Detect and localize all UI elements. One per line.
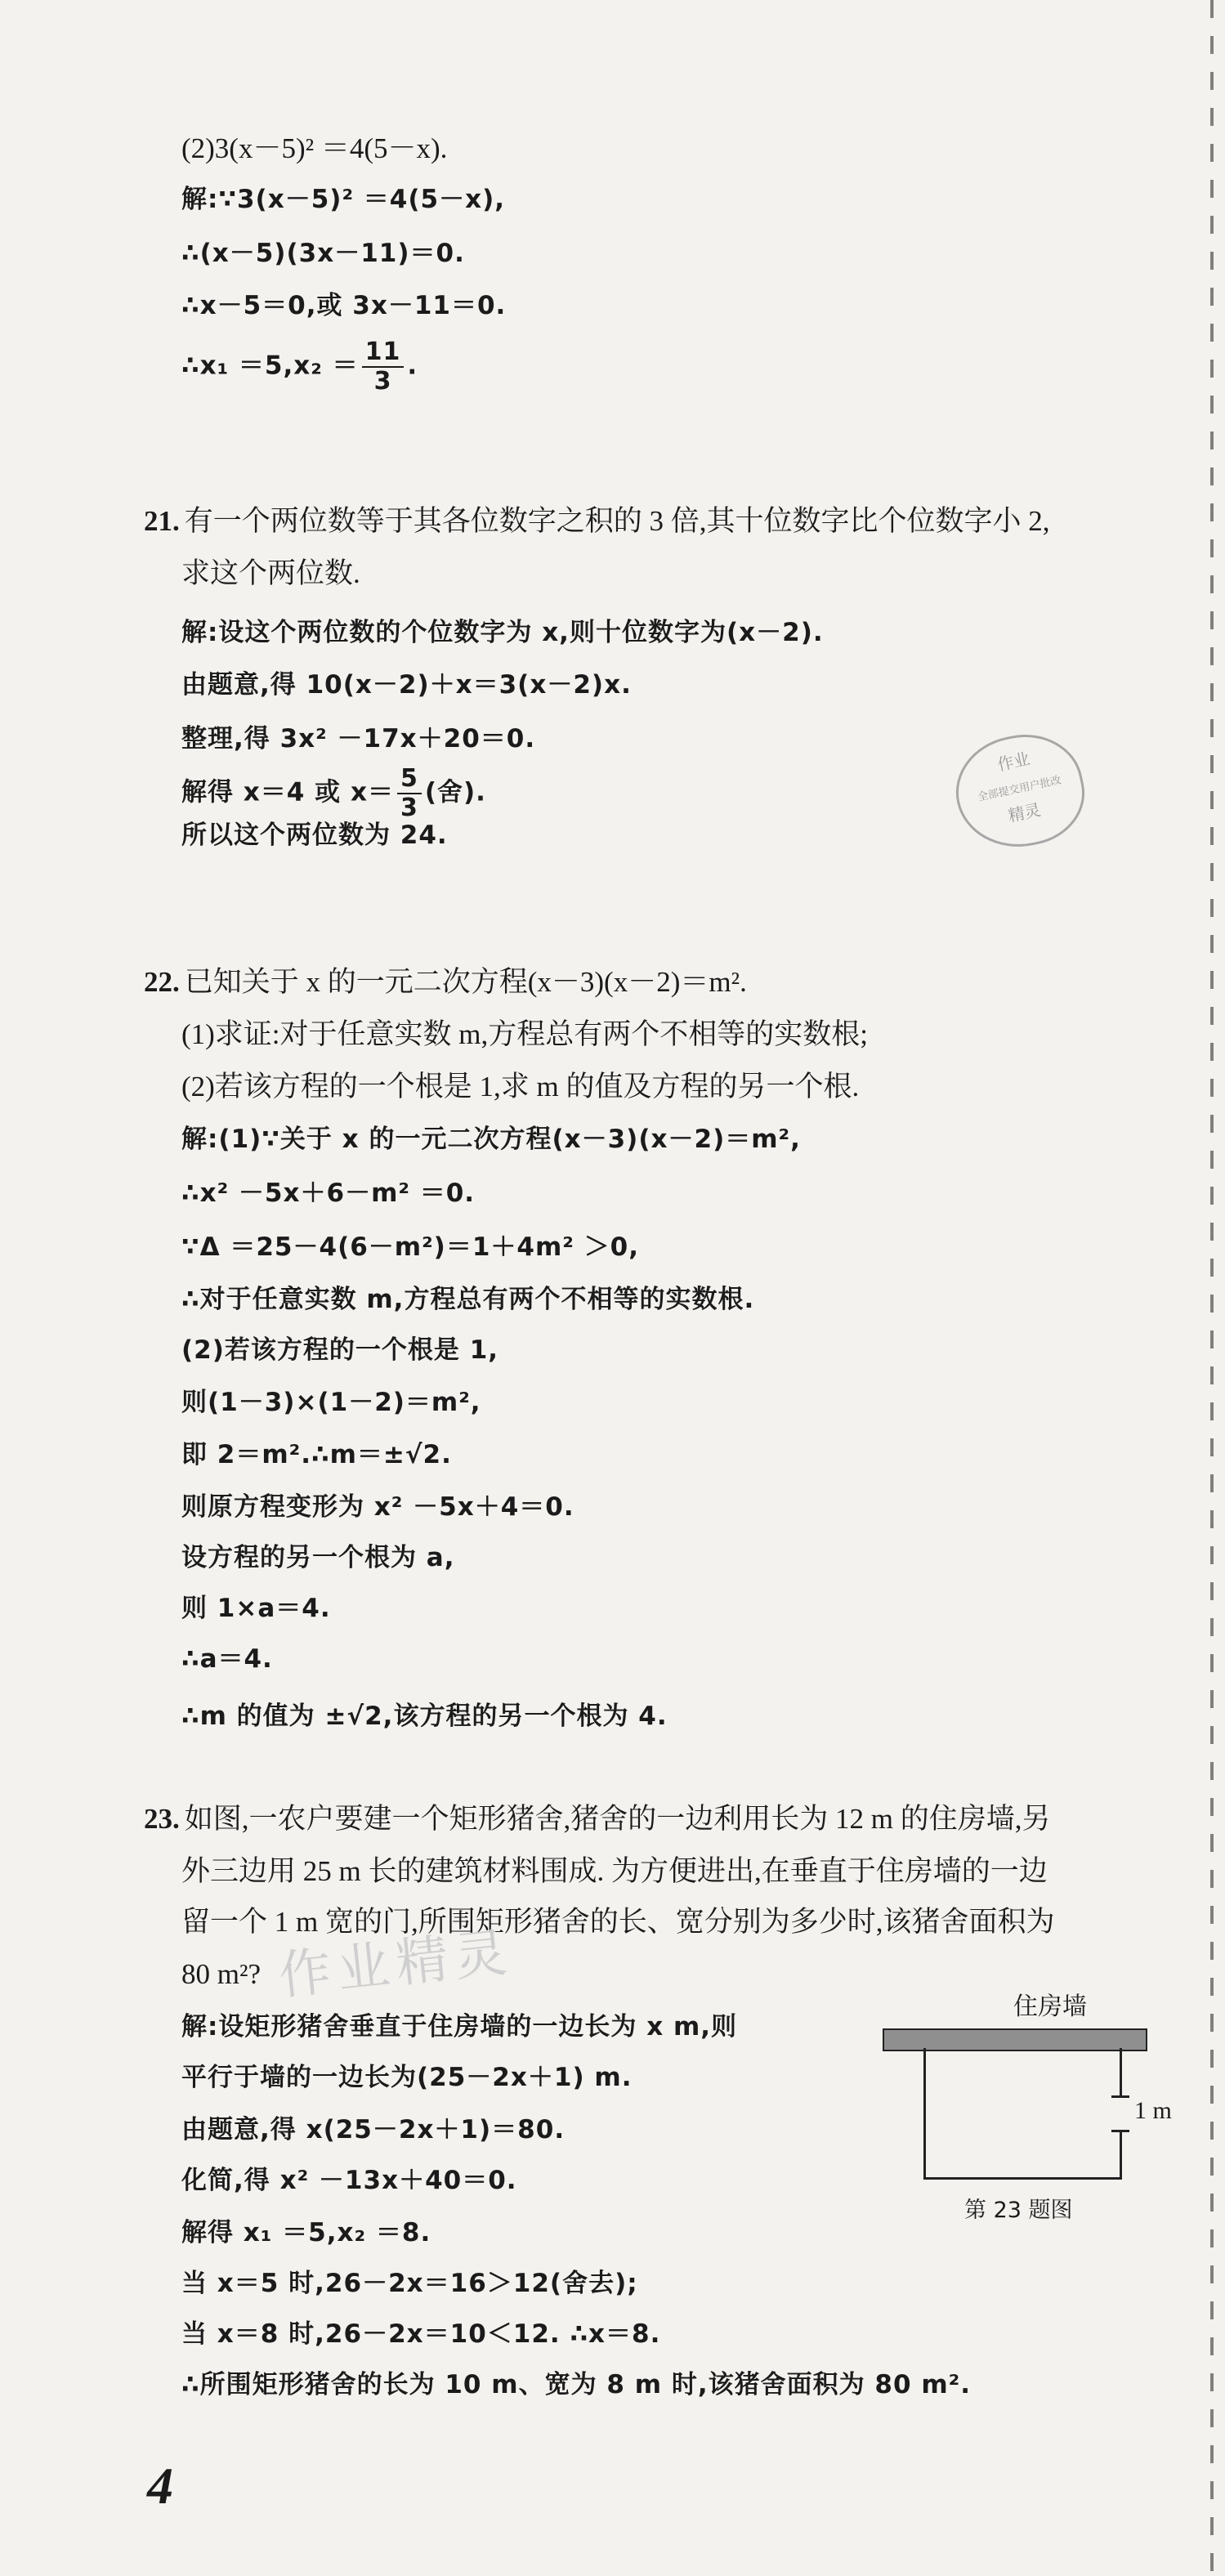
q21-solution-line: 解:设这个两位数的个位数字为 x,则十位数字为(x－2).: [181, 618, 824, 647]
pen-side-left: [923, 2048, 926, 2179]
q23-solution-line: 化简,得 x² －13x＋40＝0.: [181, 2166, 517, 2195]
q23-solution-line: 当 x＝8 时,26－2x＝10＜12. ∴x＝8.: [181, 2319, 661, 2349]
q22-solution-line: ∴x² －5x＋6－m² ＝0.: [181, 1178, 476, 1208]
house-wall: [883, 2028, 1147, 2051]
q22-solution-line: (2)若该方程的一个根是 1,: [181, 1335, 499, 1365]
q22-solution-line: 即 2＝m².∴m＝±√2.: [181, 1440, 452, 1469]
q20-solution-line: ∴x－5＝0,或 3x－11＝0.: [181, 291, 507, 320]
fraction: $\frac{11}{3}$: [362, 338, 405, 396]
q23-solution-line: 当 x＝5 时,26－2x＝16＞12(舍去);: [181, 2269, 638, 2298]
q22-solution-line: ∵Δ ＝25－4(6－m²)＝1＋4m² ＞0,: [181, 1232, 640, 1262]
q20-part2: (2)3(x－5)² ＝4(5－x).: [181, 132, 448, 164]
q21-solution-line: 解得 x＝4 或 x＝ $\frac{5}{3}$ (舍).: [181, 764, 486, 822]
q21-solution-line: 整理,得 3x² －17x＋20＝0.: [181, 724, 536, 754]
q23-figure: [883, 1986, 1177, 2223]
q21-statement-cont: 求这个两位数.: [181, 557, 360, 589]
pen-side-right-upper: [1120, 2048, 1122, 2095]
q20-solution-line: ∴x₁ ＝5,x₂ ＝ $\frac{11}{3}$ .: [181, 338, 418, 396]
q22-solution-line: ∴m 的值为 ±√2,该方程的另一个根为 4.: [181, 1702, 668, 1731]
page-number: 4: [147, 2457, 173, 2515]
watermark: 作业精灵: [275, 1922, 516, 2007]
q22-solution-line: 设方程的另一个根为 a,: [181, 1543, 455, 1572]
q23-solution-line: 解得 x₁ ＝5,x₂ ＝8.: [181, 2218, 431, 2247]
q22-solution-line: 则原方程变形为 x² －5x＋4＝0.: [181, 1492, 574, 1522]
q23-statement-cont: 80 m²?: [181, 1958, 262, 1990]
door-marker: [1111, 2095, 1129, 2098]
q23-statement-cont: 留一个 1 m 宽的门,所围矩形猪舍的长、宽分别为多少时,该猪舍面积为: [181, 1906, 1055, 1938]
q21-solution-line: 所以这个两位数为 24.: [181, 821, 448, 850]
stamp-logo: 作业 全部提交用户批改 精灵: [946, 723, 1094, 858]
q22-solution-line: ∴对于任意实数 m,方程总有两个不相等的实数根.: [181, 1285, 755, 1314]
q20-solution-line: ∴(x－5)(3x－11)＝0.: [181, 239, 465, 268]
door-marker: [1111, 2130, 1129, 2132]
q20-root-prefix: ∴x₁ ＝5,x₂ ＝: [181, 351, 359, 381]
page-edge: [1210, 0, 1214, 2576]
pen-side-right-lower: [1120, 2131, 1122, 2180]
figure-caption: 第 23 题图: [964, 2198, 1073, 2223]
q23-solution-line: ∴所围矩形猪舍的长为 10 m、宽为 8 m 时,该猪舍面积为 80 m².: [181, 2370, 971, 2399]
q23-solution-line: 平行于墙的一边长为(25－2x＋1) m.: [181, 2063, 633, 2092]
fraction: $\frac{5}{3}$: [397, 765, 422, 822]
q20-solution-line: 解:∵3(x－5)² ＝4(5－x),: [181, 185, 506, 214]
q22-statement: 22. 已知关于 x 的一元二次方程(x－3)(x－2)＝m².: [144, 966, 747, 998]
pen-side-bottom: [923, 2177, 1122, 2180]
q23-solution-line: 解:设矩形猪舍垂直于住房墙的一边长为 x m,则: [181, 2012, 738, 2042]
q22-solution-line: 则(1－3)×(1－2)＝m²,: [181, 1388, 481, 1417]
q21-solution-line: 由题意,得 10(x－2)＋x＝3(x－2)x.: [181, 670, 632, 700]
q23-solution-line: 由题意,得 x(25－2x＋1)＝80.: [181, 2115, 566, 2144]
q23-statement-cont: 外三边用 25 m 长的建筑材料围成. 为方便进出,在垂直于住房墙的一边: [181, 1855, 1048, 1887]
q22-solution-line: ∴a＝4.: [181, 1644, 273, 1674]
q23-statement: 23. 如图,一农户要建一个矩形猪舍,猪舍的一边利用长为 12 m 的住房墙,另: [144, 1803, 1051, 1835]
q22-statement-cont: (2)若该方程的一个根是 1,求 m 的值及方程的另一个根.: [181, 1071, 860, 1102]
door-width-label: 1 m: [1134, 2097, 1172, 2124]
q21-statement: 21. 有一个两位数等于其各位数字之积的 3 倍,其十位数字比个位数字小 2,: [144, 505, 1050, 537]
q22-solution-line: 则 1×a＝4.: [181, 1594, 331, 1623]
q22-solution-line: 解:(1)∵关于 x 的一元二次方程(x－3)(x－2)＝m²,: [181, 1125, 801, 1154]
q22-statement-cont: (1)求证:对于任意实数 m,方程总有两个不相等的实数根;: [181, 1018, 868, 1050]
figure-wall-label: 住房墙: [1013, 1992, 1087, 2021]
